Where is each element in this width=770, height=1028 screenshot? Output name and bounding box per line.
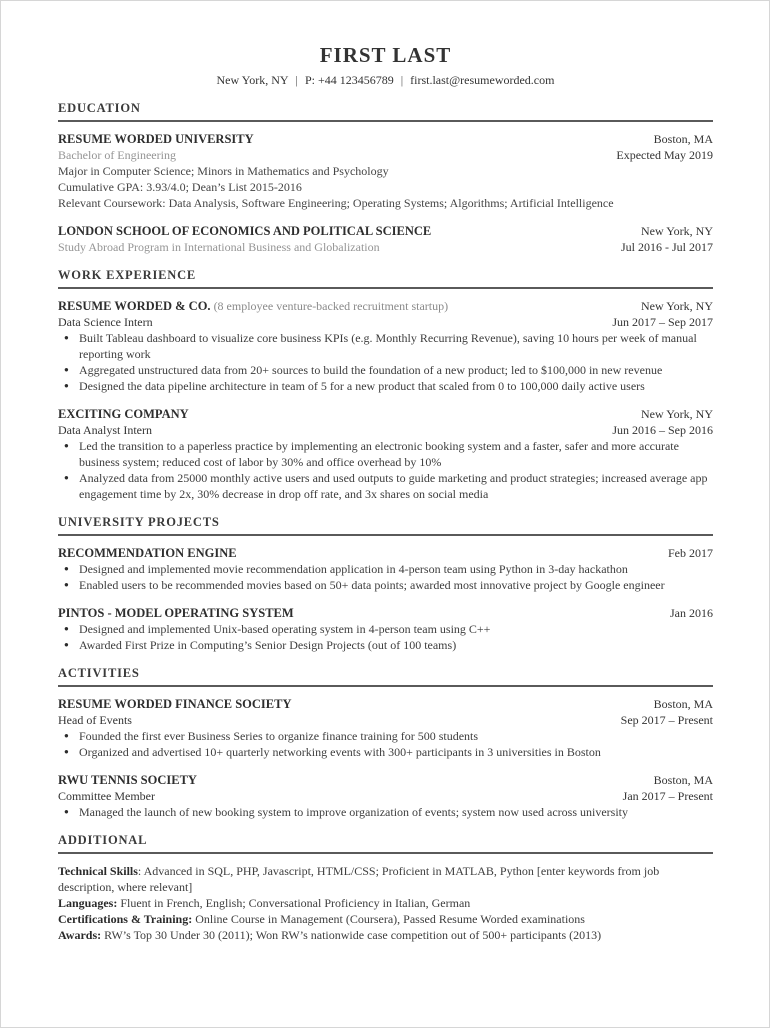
entry-location-or-date: New York, NY <box>640 299 713 313</box>
entry-date: Sep 2017 – Present <box>620 713 713 727</box>
entry-subheading-row <box>58 788 713 804</box>
section-university-projects <box>58 515 713 653</box>
entry-date: Jun 2016 – Sep 2016 <box>612 423 713 437</box>
person-name: FIRST LAST <box>319 43 452 67</box>
resume-entry <box>58 696 713 760</box>
bullet-item: ● Founded the first ever Business Series to organize finance training for 500 students <box>64 729 479 743</box>
entry-date: Expected May 2019 <box>616 148 713 162</box>
section-entries <box>58 122 713 255</box>
bullet-item: ● Designed and implemented movie recommendation application in 4-person team using Python in 3-day hackathon <box>64 562 628 576</box>
entry-location-or-date: Boston, MA <box>653 773 713 787</box>
entry-heading: RWU TENNIS SOCIETY <box>58 773 197 787</box>
entry-heading-note: (8 employee venture-backed recruitment startup) <box>210 299 449 313</box>
entry-heading: RECOMMENDATION ENGINE <box>58 546 237 560</box>
entry-heading-row <box>58 605 713 621</box>
contact-separator: | <box>400 73 404 87</box>
entry-subheading-row <box>58 314 713 330</box>
entry-heading-row <box>58 298 713 314</box>
bullet-icon: ● <box>64 807 69 816</box>
entry-heading: RESUME WORDED & CO. (8 employee venture-backed recruitment startup) <box>58 299 449 313</box>
entry-subheading: Committee Member <box>58 789 155 803</box>
labeled-line <box>58 863 713 895</box>
bullet-icon: ● <box>64 564 69 573</box>
entry-date: Jul 2016 - Jul 2017 <box>620 240 713 254</box>
entry-location-or-date: Boston, MA <box>653 697 713 711</box>
section-additional <box>58 833 713 943</box>
resume-entry <box>58 605 713 653</box>
entry-subheading-row <box>58 422 713 438</box>
section-title: ADDITIONAL <box>58 833 713 854</box>
bullet-icon: ● <box>64 473 69 482</box>
bullet-item: ● Designed and implemented Unix-based operating system in 4-person team using C++ <box>64 622 491 636</box>
bullet-item: ● Analyzed data from 25000 monthly active users and used outputs to guide marketing and product strategies; increased average app engagement time by 2x, 30% decrease in drop off rate, and 3x shares on social media <box>64 471 708 501</box>
entry-heading: PINTOS - MODEL OPERATING SYSTEM <box>58 606 294 620</box>
bullet-item: ● Organized and advertised 10+ quarterly networking events with 300+ participants in 3 universities in Boston <box>64 745 601 759</box>
bullet-icon: ● <box>64 624 69 633</box>
entry-subheading-row <box>58 147 713 163</box>
section-education <box>58 101 713 255</box>
entry-subheading: Study Abroad Program in International Business and Globalization <box>58 240 380 254</box>
section-entries <box>58 536 713 653</box>
section-title: ACTIVITIES <box>58 666 713 687</box>
bullet-item: ● Managed the launch of new booking system to improve organization of events; system now used across university <box>64 805 628 819</box>
resume-entry <box>58 298 713 394</box>
entry-date: Jan 2017 – Present <box>622 789 713 803</box>
entry-detail-line: Relevant Coursework: Data Analysis, Software Engineering; Operating Systems; Algorithms; Artificial Intelligence <box>58 196 614 210</box>
entry-heading-row <box>58 131 713 147</box>
bullet-icon: ● <box>64 365 69 374</box>
resume-sections <box>58 101 713 943</box>
entry-subheading-row <box>58 712 713 728</box>
bullet-icon: ● <box>64 441 69 450</box>
labeled-line <box>58 895 713 911</box>
bullet-item: ● Enabled users to be recommended movies based on 50+ data points; awarded most innovative project by Google engineer <box>64 578 665 592</box>
entry-heading: RESUME WORDED FINANCE SOCIETY <box>58 697 292 711</box>
resume-entry <box>58 223 713 255</box>
resume-entry <box>58 131 713 211</box>
entry-detail-line: Major in Computer Science; Minors in Mathematics and Psychology <box>58 164 389 178</box>
entry-location-or-date: Feb 2017 <box>668 546 713 560</box>
labeled-line-separator: : <box>137 864 144 878</box>
entry-location-or-date: Boston, MA <box>653 132 713 146</box>
contact-location: New York, NY <box>216 73 289 87</box>
labeled-line <box>58 927 713 943</box>
section-entries <box>58 289 713 502</box>
labeled-line-text: Fluent in French, English; Conversational Proficiency in Italian, German <box>120 896 471 910</box>
bullet-icon: ● <box>64 731 69 740</box>
bullet-item: ● Awarded First Prize in Computing’s Senior Design Projects (out of 100 teams) <box>64 638 457 652</box>
labeled-line-text: RW’s Top 30 Under 30 (2011); Won RW’s nationwide case competition out of 500+ participants (2013) <box>104 928 602 942</box>
entry-location-or-date: New York, NY <box>640 224 713 238</box>
entry-heading-row <box>58 772 713 788</box>
bullet-icon: ● <box>64 580 69 589</box>
labeled-line-label: Languages: <box>58 896 118 910</box>
resume-entry <box>58 772 713 820</box>
section-title: WORK EXPERIENCE <box>58 268 713 289</box>
contact-separator: | <box>295 73 298 87</box>
entry-heading: RESUME WORDED UNIVERSITY <box>58 132 254 146</box>
entry-subheading: Head of Events <box>58 713 132 727</box>
entry-date: Jun 2017 – Sep 2017 <box>612 315 713 329</box>
labeled-line <box>58 911 713 927</box>
labeled-line-label: Awards: <box>58 928 102 942</box>
section-entries <box>58 854 713 943</box>
bullet-item: ● Led the transition to a paperless practice by implementing an electronic booking system and a faster, safer and more accurate business system; reduced cost of labor by 30% and office overhead by 10% <box>64 439 679 469</box>
entry-heading: LONDON SCHOOL OF ECONOMICS AND POLITICAL SCIENCE <box>58 224 432 238</box>
bullet-item: ● Built Tableau dashboard to visualize core business KPIs (e.g. Monthly Recurring Revenue), saving 10 hours per week of manual reporting work <box>64 331 697 361</box>
entry-subheading: Data Analyst Intern <box>58 423 152 437</box>
section-entries <box>58 687 713 820</box>
bullet-item: ● Designed the data pipeline architecture in team of 5 for a new product that scaled from 0 to 100,000 daily active users <box>64 379 645 393</box>
bullet-item: ● Aggregated unstructured data from 20+ sources to build the foundation of a new product; led to $100,000 in new revenue <box>64 363 663 377</box>
entry-location-or-date: Jan 2016 <box>670 606 713 620</box>
entry-heading-row <box>58 545 713 561</box>
resume-entry <box>58 545 713 593</box>
resume-entry <box>58 406 713 502</box>
entry-heading-row <box>58 406 713 422</box>
section-work-experience <box>58 268 713 502</box>
entry-location-or-date: New York, NY <box>640 407 713 421</box>
bullet-icon: ● <box>64 333 69 342</box>
labeled-line-text: Online Course in Management (Coursera), Passed Resume Worded examinations <box>195 912 585 926</box>
contact-line <box>58 73 713 88</box>
section-title: EDUCATION <box>58 101 713 122</box>
bullet-icon: ● <box>64 640 69 649</box>
entry-heading-row <box>58 223 713 239</box>
bullet-icon: ● <box>64 747 69 756</box>
entry-subheading: Data Science Intern <box>58 315 153 329</box>
bullet-icon: ● <box>64 381 69 390</box>
entry-subheading: Bachelor of Engineering <box>58 148 176 162</box>
entry-detail-line: Cumulative GPA: 3.93/4.0; Dean’s List 2015-2016 <box>58 180 302 194</box>
entry-heading: EXCITING COMPANY <box>58 407 189 421</box>
contact-phone: P: +44 123456789 <box>304 73 394 87</box>
labeled-line-text: Advanced in SQL, PHP, Javascript, HTML/CSS; Proficient in MATLAB, Python [enter keywords from job description, where relevant] <box>58 864 660 894</box>
section-activities <box>58 666 713 820</box>
labeled-line-label: Certifications & Training: <box>58 912 193 926</box>
entry-subheading-row <box>58 239 713 255</box>
labeled-line-label: Technical Skills <box>58 864 138 878</box>
contact-email: first.last@resumeworded.com <box>410 73 555 87</box>
entry-heading-row <box>58 696 713 712</box>
resume-entry <box>58 863 713 943</box>
section-title: UNIVERSITY PROJECTS <box>58 515 713 536</box>
